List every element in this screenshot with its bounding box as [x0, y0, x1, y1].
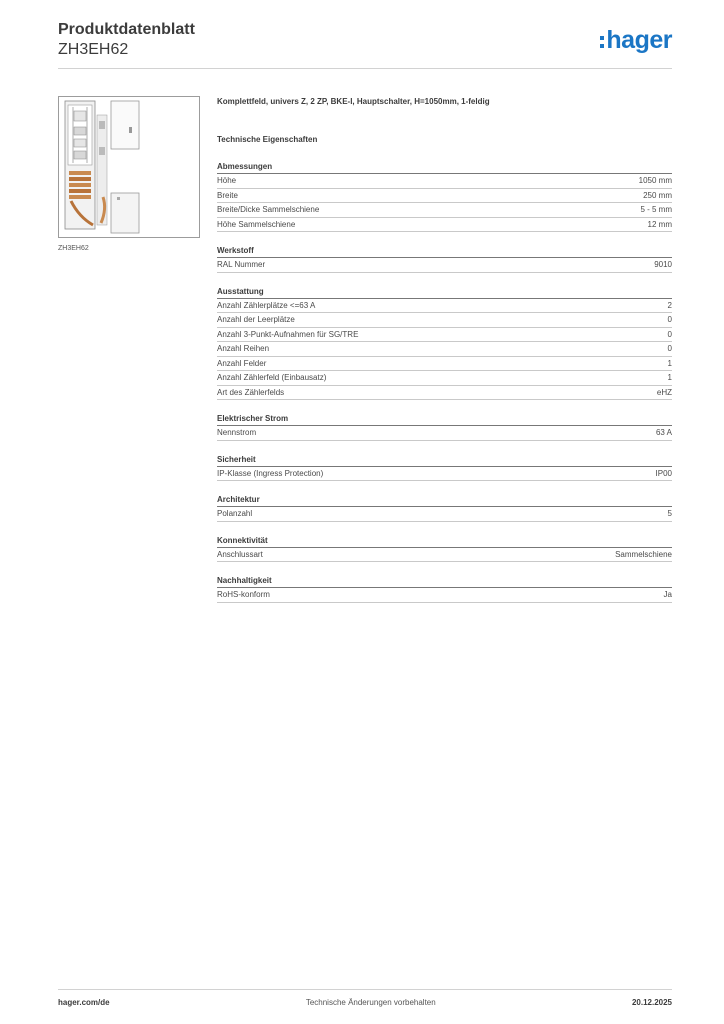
row-label: RAL Nummer — [217, 260, 266, 269]
section-title: Nachhaltigkeit — [217, 574, 672, 588]
row-label: RoHS-konform — [217, 590, 270, 599]
row-label: IP-Klasse (Ingress Protection) — [217, 468, 324, 478]
table-row — [217, 299, 672, 314]
table-row — [217, 386, 672, 401]
document-header — [58, 20, 195, 60]
table-row — [217, 218, 672, 233]
row-value: IP00 — [655, 468, 672, 478]
table-row — [217, 588, 672, 603]
row-label: Anzahl Reihen — [217, 344, 270, 353]
footer-divider — [58, 989, 672, 990]
section-sicherheit — [217, 453, 672, 482]
footer-date: 20.12.2025 — [631, 998, 672, 1007]
datasheet-content — [217, 96, 672, 615]
table-row — [217, 258, 672, 273]
section-title: Abmessungen — [217, 160, 672, 174]
meter-panel-icon — [59, 97, 199, 237]
row-value: Sammelschiene — [615, 549, 672, 559]
row-value: 0 — [667, 344, 672, 353]
row-label: Anzahl 3-Punkt-Aufnahmen für SG/TRE — [217, 329, 359, 339]
table-row — [217, 313, 672, 328]
row-value: 0 — [667, 329, 672, 339]
header-divider — [58, 68, 672, 69]
row-label: Höhe — [217, 176, 237, 185]
product-description: Komplettfeld, univers Z, 2 ZP, BKE-I, Hauptschalter, H=1050mm, 1-feldig — [217, 97, 490, 106]
row-label: Breite — [217, 190, 238, 200]
table-row — [217, 548, 672, 563]
row-label: Nennstrom — [217, 428, 257, 437]
row-value: 250 mm — [643, 190, 672, 200]
product-code: ZH3EH62 — [58, 41, 129, 58]
table-row — [217, 507, 672, 522]
section-architektur — [217, 493, 672, 522]
table-row — [217, 203, 672, 218]
row-value: 1 — [667, 373, 672, 382]
table-row — [217, 328, 672, 343]
table-row — [217, 342, 672, 357]
section-title: Elektrischer Strom — [217, 412, 672, 426]
document-title: Produktdatenblatt — [58, 21, 195, 38]
row-label: Art des Zählerfelds — [217, 387, 285, 397]
footer-website-link[interactable]: hager.com/de — [58, 998, 110, 1007]
row-value: eHZ — [656, 387, 672, 397]
section-abmessungen — [217, 160, 672, 232]
section-werkstoff — [217, 244, 672, 273]
hager-logo — [600, 26, 672, 54]
section-title: Sicherheit — [217, 453, 672, 467]
row-value: 2 — [667, 300, 672, 310]
row-value: 0 — [667, 315, 672, 324]
logo-wordmark: hager — [606, 26, 672, 54]
table-row — [217, 426, 672, 441]
table-row — [217, 357, 672, 372]
table-row — [217, 174, 672, 189]
row-label: Anzahl Felder — [217, 358, 267, 368]
row-value: 5 - 5 mm — [640, 205, 672, 214]
row-label: Anzahl der Leerplätze — [217, 315, 295, 324]
logo-colon-icon — [600, 36, 604, 48]
table-row — [217, 189, 672, 204]
section-nachhaltigkeit — [217, 574, 672, 603]
row-value: 9010 — [654, 260, 672, 269]
footer-disclaimer: Technische Änderungen vorbehalten — [305, 998, 436, 1007]
section-ausstattung — [217, 285, 672, 401]
table-row — [217, 371, 672, 386]
page-footer — [58, 998, 672, 1007]
row-value: 5 — [667, 509, 672, 518]
table-row — [217, 467, 672, 482]
image-caption: ZH3EH62 — [58, 245, 89, 252]
section-title: Werkstoff — [217, 244, 672, 258]
row-label: Polanzahl — [217, 509, 253, 518]
section-elektrischer-strom — [217, 412, 672, 441]
row-label: Anschlussart — [217, 549, 263, 559]
row-label: Höhe Sammelschiene — [217, 219, 296, 229]
row-label: Anzahl Zählerplätze <=63 A — [217, 300, 316, 310]
row-label: Anzahl Zählerfeld (Einbausatz) — [217, 373, 327, 382]
row-value: 63 A — [655, 428, 672, 437]
section-title: Ausstattung — [217, 285, 672, 299]
row-value: 12 mm — [647, 219, 672, 229]
section-title: Architektur — [217, 493, 672, 507]
row-label: Breite/Dicke Sammelschiene — [217, 205, 320, 214]
row-value: Ja — [663, 590, 672, 599]
row-value: 1050 mm — [638, 176, 672, 185]
product-image — [58, 96, 200, 238]
section-title: Konnektivität — [217, 534, 672, 548]
section-konnektivitaet — [217, 534, 672, 563]
technical-properties-heading: Technische Eigenschaften — [217, 135, 318, 144]
row-value: 1 — [667, 358, 672, 368]
